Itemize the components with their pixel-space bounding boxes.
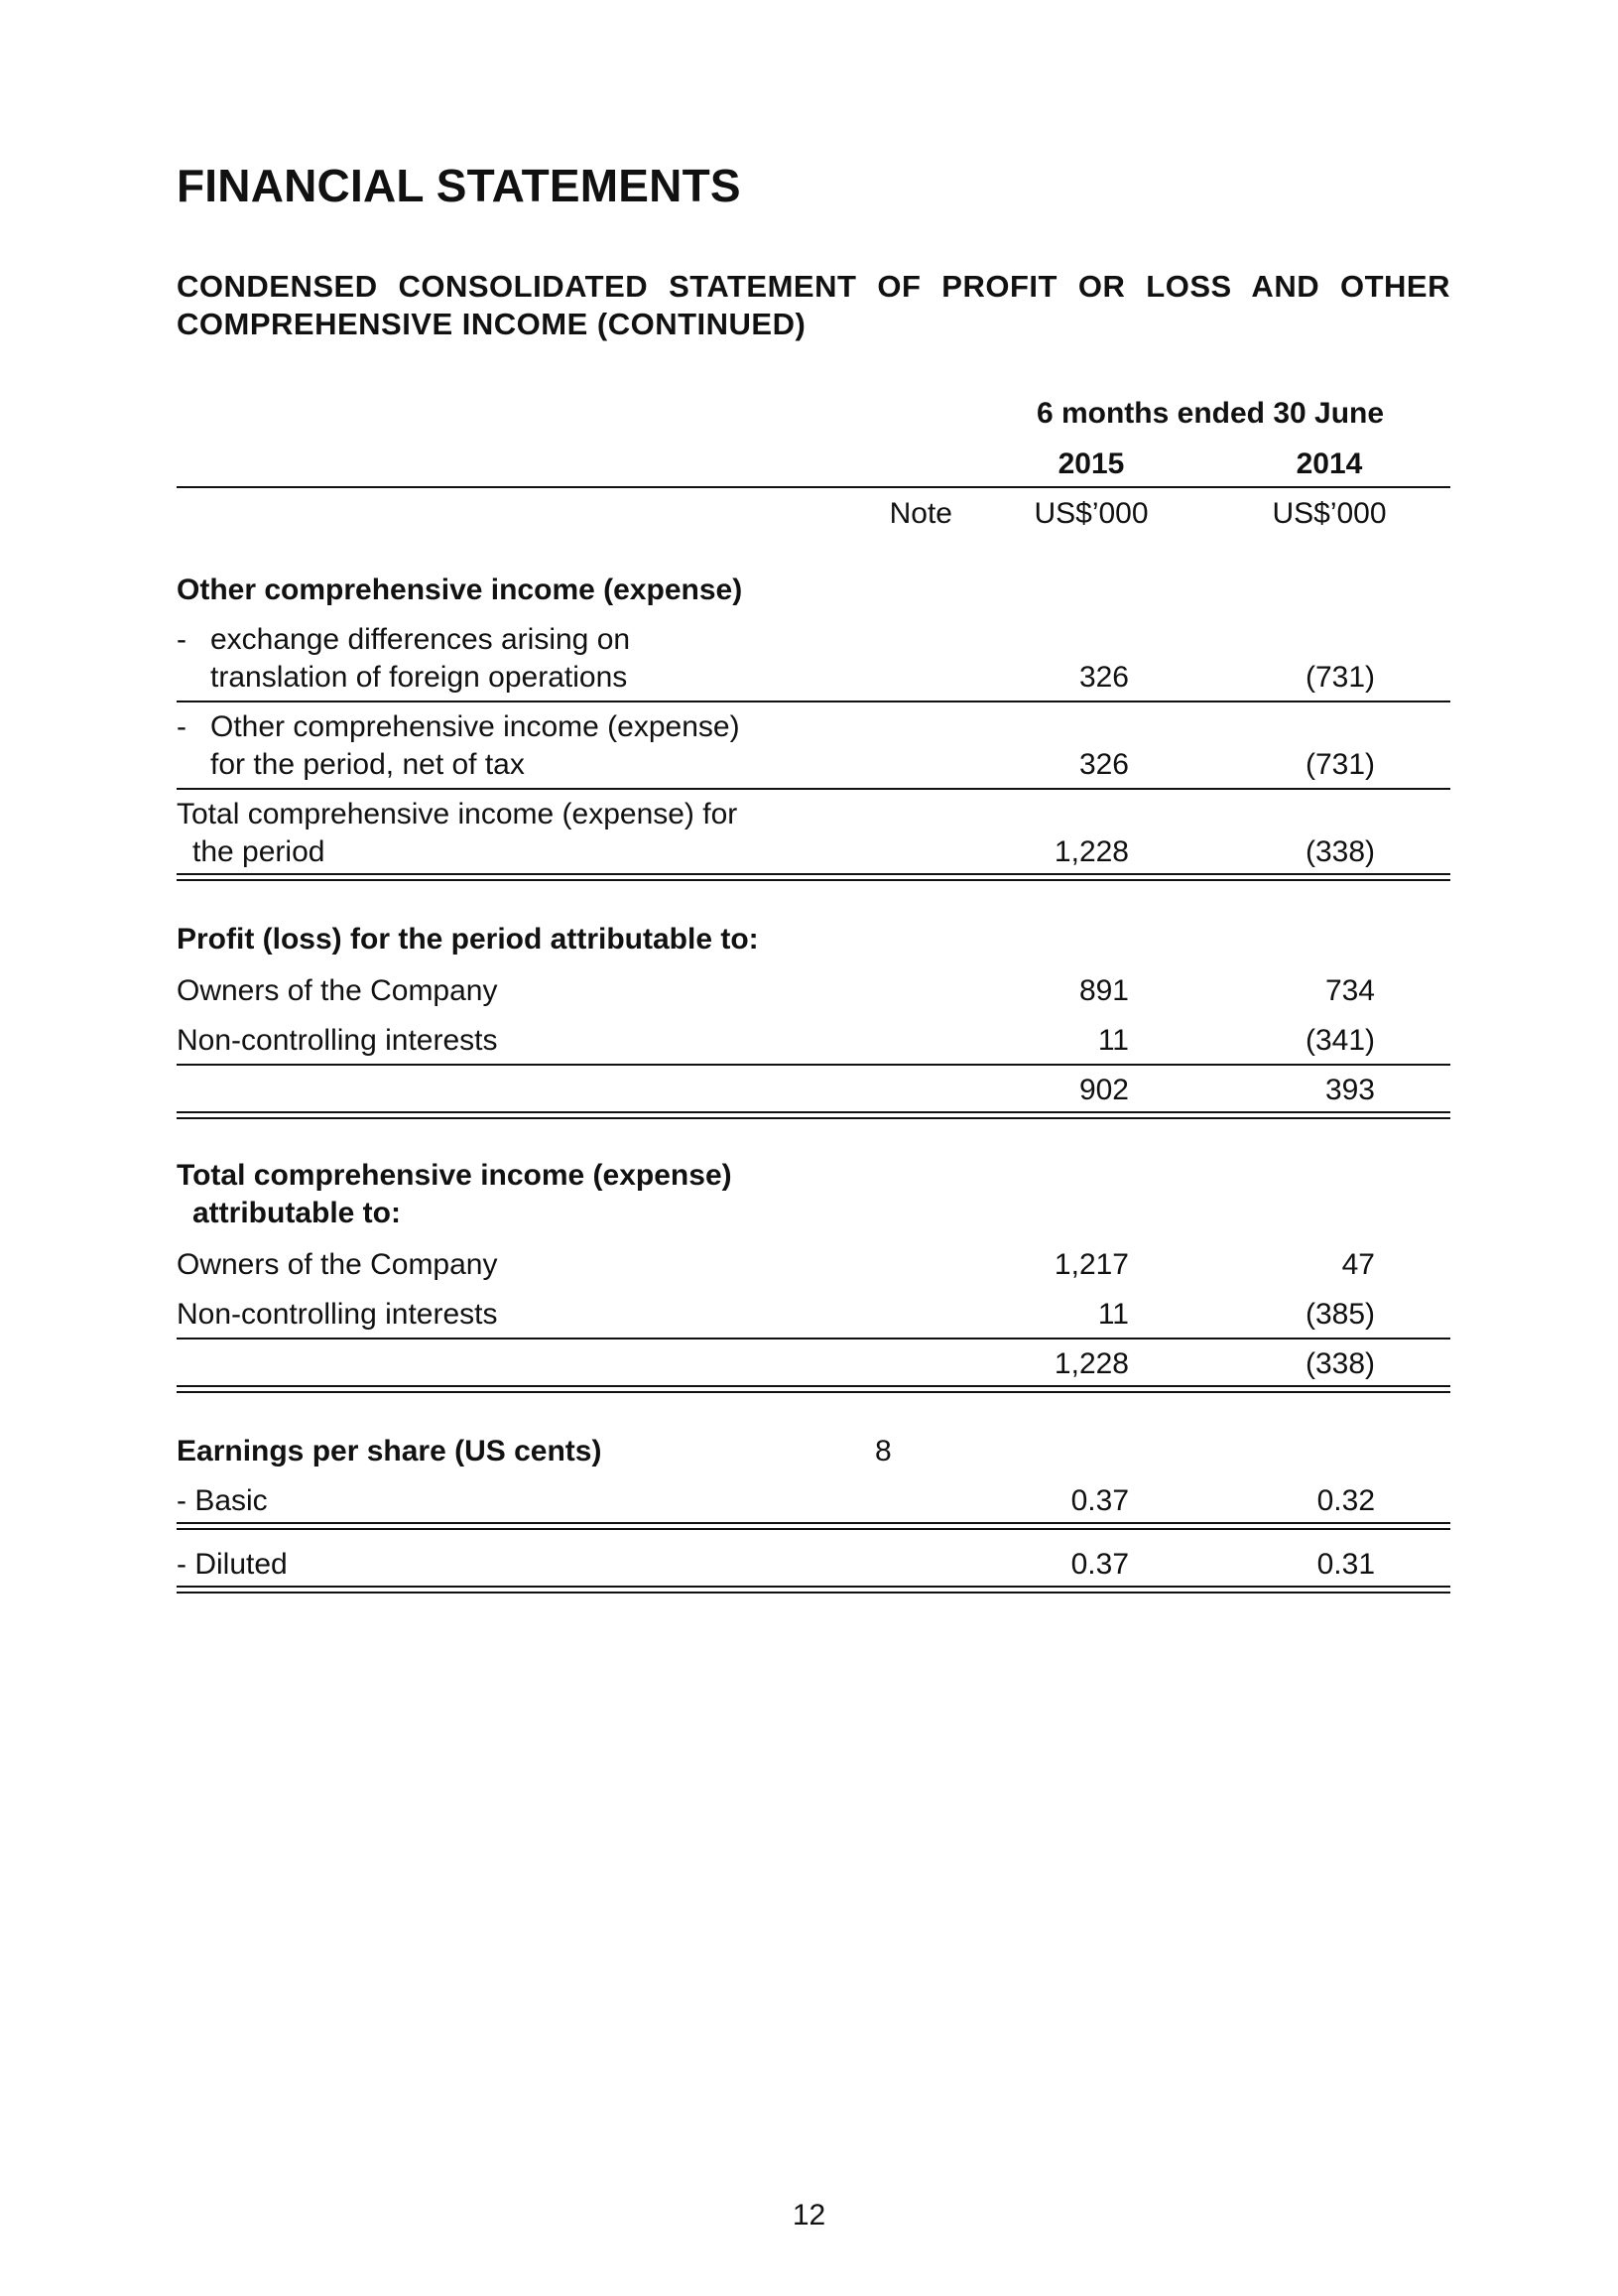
- row-rule: [177, 701, 1450, 702]
- value-2015: 0.37: [1070, 1548, 1129, 1581]
- value-2014: 0.31: [1316, 1548, 1375, 1581]
- tci-attr-heading-line-1: Total comprehensive income (expense): [177, 1159, 732, 1192]
- note-column-header: Note: [889, 497, 952, 530]
- value-2014: 0.32: [1316, 1484, 1375, 1517]
- row-label: Owners of the Company: [177, 974, 498, 1007]
- unit-2014-header: US$’000: [1272, 497, 1387, 530]
- double-rule: [177, 1111, 1450, 1119]
- row-label-line-2: translation of foreign operations: [210, 661, 628, 694]
- total-2014: (338): [1305, 1347, 1375, 1380]
- row-label-line-2: the period: [192, 835, 325, 868]
- dash-bullet: -: [177, 623, 187, 656]
- row-label-line-1: exchange differences arising on: [210, 623, 631, 656]
- value-2014: (338): [1305, 835, 1375, 868]
- row-label-line-2: for the period, net of tax: [210, 748, 525, 781]
- value-2014: (385): [1305, 1298, 1375, 1331]
- statement-subtitle: [177, 268, 1450, 343]
- row-label-line-1: Other comprehensive income (expense): [210, 710, 740, 743]
- value-2015: 1,217: [1054, 1248, 1129, 1281]
- row-rule: [177, 788, 1450, 790]
- subtitle-line-2: COMPREHENSIVE INCOME (CONTINUED): [177, 307, 807, 341]
- period-header: 6 months ended 30 June: [1036, 397, 1385, 430]
- value-2014: 47: [1341, 1248, 1375, 1281]
- value-2015: 891: [1078, 974, 1129, 1007]
- row-label: - Diluted: [177, 1548, 288, 1581]
- value-2014: (731): [1305, 748, 1375, 781]
- note-reference: 8: [875, 1435, 892, 1467]
- double-rule: [177, 1586, 1450, 1594]
- value-2015: 326: [1078, 748, 1129, 781]
- double-rule: [177, 1522, 1450, 1530]
- total-2015: 1,228: [1054, 1347, 1129, 1380]
- row-label: [177, 621, 631, 658]
- dash-bullet: -: [177, 710, 187, 743]
- unit-2015-header: US$’000: [1034, 497, 1149, 530]
- value-2015: 326: [1078, 661, 1129, 694]
- profit-attr-heading: Profit (loss) for the period attributable to:: [177, 923, 759, 956]
- value-2015: 1,228: [1054, 835, 1129, 868]
- subtitle-line-1: CONDENSED CONSOLIDATED STATEMENT OF PROFIT OR LOSS AND OTHER: [177, 269, 1450, 304]
- year-2015-header: 2015: [1058, 447, 1125, 480]
- row-label: Owners of the Company: [177, 1248, 498, 1281]
- tci-attr-heading-line-2: attributable to:: [192, 1197, 401, 1229]
- row-label: Non-controlling interests: [177, 1024, 498, 1057]
- double-rule: [177, 873, 1450, 881]
- total-2015: 902: [1078, 1074, 1129, 1106]
- row-label: Non-controlling interests: [177, 1298, 498, 1331]
- value-2015: 11: [1097, 1298, 1129, 1331]
- value-2015: 11: [1097, 1024, 1129, 1057]
- row-label-line-1: Total comprehensive income (expense) for: [177, 798, 738, 830]
- row-rule: [177, 1338, 1450, 1339]
- total-2014: 393: [1324, 1074, 1375, 1106]
- header-rule: [177, 486, 1450, 488]
- oci-heading: Other comprehensive income (expense): [177, 574, 743, 606]
- eps-heading: Earnings per share (US cents): [177, 1435, 602, 1467]
- value-2014: (341): [1305, 1024, 1375, 1057]
- row-label: [177, 708, 740, 745]
- row-rule: [177, 1064, 1450, 1066]
- year-2014-header: 2014: [1296, 447, 1363, 480]
- row-label: - Basic: [177, 1484, 268, 1517]
- value-2014: (731): [1305, 661, 1375, 694]
- page-title: FINANCIAL STATEMENTS: [177, 160, 741, 211]
- double-rule: [177, 1385, 1450, 1393]
- value-2015: 0.37: [1070, 1484, 1129, 1517]
- page-number: 12: [792, 2199, 826, 2232]
- value-2014: 734: [1324, 974, 1375, 1007]
